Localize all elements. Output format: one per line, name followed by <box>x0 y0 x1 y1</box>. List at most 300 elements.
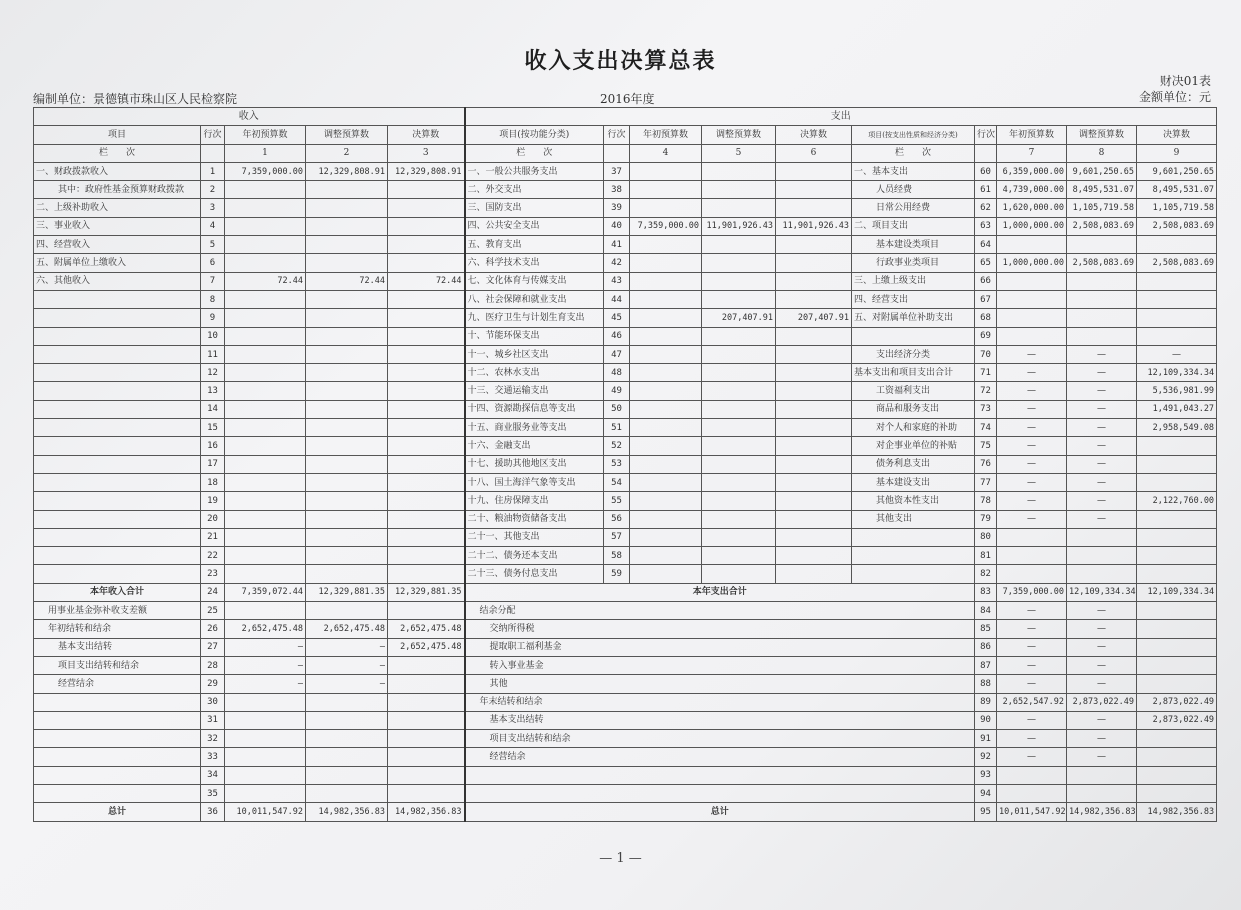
expense-summary-row-number: 84 <box>975 602 997 620</box>
expense-summary-label: 结余分配 <box>465 602 975 620</box>
report-title: 收入支出决算总表 <box>524 48 717 74</box>
income-row-number: 17 <box>201 455 225 473</box>
income-final <box>388 693 465 711</box>
expense-summary-budget-adjusted: 2,873,022.49 <box>1067 693 1137 711</box>
expense-summary-budget-adjusted: — <box>1067 675 1137 693</box>
function-final: 11,901,926.43 <box>776 217 852 235</box>
function-row-number: 39 <box>604 199 630 217</box>
econ-item-label <box>852 528 975 546</box>
income-budget-adjusted <box>306 345 388 363</box>
function-budget-adjusted <box>702 382 776 400</box>
income-row-number: 21 <box>201 528 225 546</box>
function-final <box>776 327 852 345</box>
econ-budget-adjusted: — <box>1067 364 1137 382</box>
table-row <box>34 492 1217 510</box>
function-budget-adjusted <box>702 290 776 308</box>
econ-budget-initial: — <box>997 473 1067 491</box>
table-row <box>34 803 1217 821</box>
expense-summary-row-number: 85 <box>975 620 997 638</box>
header-budget-initial: 年初预算数 <box>225 126 306 144</box>
expense-summary-final <box>1137 766 1217 784</box>
function-budget-initial <box>630 254 702 272</box>
income-item-label <box>34 455 201 473</box>
function-budget-initial <box>630 364 702 382</box>
econ-item-label <box>852 547 975 565</box>
function-final <box>776 236 852 254</box>
table-row <box>34 400 1217 418</box>
income-item-label: 三、事业收入 <box>34 217 201 235</box>
header-final: 决算数 <box>1137 126 1217 144</box>
econ-row-number: 76 <box>975 455 997 473</box>
econ-budget-adjusted: 8,495,531.07 <box>1067 181 1137 199</box>
econ-final <box>1137 455 1217 473</box>
expense-summary-budget-initial: 10,011,547.92 <box>997 803 1067 821</box>
function-budget-initial <box>630 492 702 510</box>
income-budget-adjusted <box>306 217 388 235</box>
income-budget-initial: 2,652,475.48 <box>225 620 306 638</box>
income-budget-adjusted <box>306 565 388 583</box>
table-row <box>34 602 1217 620</box>
income-item-label <box>34 327 201 345</box>
income-row-number: 32 <box>201 730 225 748</box>
function-row-number: 46 <box>604 327 630 345</box>
econ-budget-initial: — <box>997 364 1067 382</box>
income-budget-adjusted <box>306 693 388 711</box>
income-item-label: 经营结余 <box>34 675 201 693</box>
expense-summary-budget-initial: — <box>997 711 1067 729</box>
econ-budget-adjusted: — <box>1067 492 1137 510</box>
function-final: 207,407.91 <box>776 309 852 327</box>
income-final <box>388 382 465 400</box>
econ-budget-adjusted: — <box>1067 382 1137 400</box>
income-final <box>388 400 465 418</box>
income-item-label: 其中：政府性基金预算财政拨款 <box>34 181 201 199</box>
income-budget-initial <box>225 419 306 437</box>
income-row-number: 15 <box>201 419 225 437</box>
income-item-label <box>34 400 201 418</box>
income-item-label <box>34 492 201 510</box>
income-final <box>388 565 465 583</box>
econ-final: 5,536,981.99 <box>1137 382 1217 400</box>
expense-summary-row-number: 86 <box>975 638 997 656</box>
income-item-label <box>34 419 201 437</box>
function-budget-adjusted: 207,407.91 <box>702 309 776 327</box>
econ-budget-adjusted: — <box>1067 400 1137 418</box>
econ-row-number: 65 <box>975 254 997 272</box>
income-row-number: 26 <box>201 620 225 638</box>
income-budget-initial <box>225 181 306 199</box>
expense-summary-label: 年末结转和结余 <box>465 693 975 711</box>
function-item-label: 二十一、其他支出 <box>465 528 604 546</box>
income-row-number: 27 <box>201 638 225 656</box>
econ-budget-adjusted: — <box>1067 437 1137 455</box>
income-final <box>388 748 465 766</box>
income-final: 14,982,356.83 <box>388 803 465 821</box>
expense-summary-budget-initial: 2,652,547.92 <box>997 693 1067 711</box>
expense-summary-label <box>465 766 975 784</box>
econ-row-number: 70 <box>975 345 997 363</box>
econ-budget-adjusted: — <box>1067 419 1137 437</box>
expense-summary-final <box>1137 656 1217 674</box>
function-final <box>776 272 852 290</box>
table-row <box>34 638 1217 656</box>
expense-summary-budget-initial: — <box>997 675 1067 693</box>
econ-final: 8,495,531.07 <box>1137 181 1217 199</box>
income-row-number: 34 <box>201 766 225 784</box>
econ-budget-initial <box>997 236 1067 254</box>
econ-final: 9,601,250.65 <box>1137 162 1217 180</box>
expense-summary-label <box>465 784 975 802</box>
income-item-label <box>34 730 201 748</box>
function-row-number: 40 <box>604 217 630 235</box>
econ-item-label <box>852 327 975 345</box>
income-row-number: 36 <box>201 803 225 821</box>
function-final <box>776 492 852 510</box>
expense-summary-final <box>1137 730 1217 748</box>
income-final <box>388 181 465 199</box>
income-row-number: 10 <box>201 327 225 345</box>
income-item-label <box>34 345 201 363</box>
function-budget-adjusted <box>702 364 776 382</box>
table-row <box>34 693 1217 711</box>
function-budget-adjusted <box>702 419 776 437</box>
expense-summary-label: 总计 <box>465 803 975 821</box>
expense-summary-final <box>1137 784 1217 802</box>
econ-row-number: 64 <box>975 236 997 254</box>
income-budget-initial <box>225 492 306 510</box>
function-budget-initial <box>630 309 702 327</box>
function-row-number: 53 <box>604 455 630 473</box>
econ-budget-adjusted <box>1067 309 1137 327</box>
function-budget-adjusted: 11,901,926.43 <box>702 217 776 235</box>
income-budget-adjusted: 12,329,808.91 <box>306 162 388 180</box>
income-row-number: 33 <box>201 748 225 766</box>
expense-section-header: 支出 <box>465 108 1217 126</box>
expense-summary-budget-initial: — <box>997 730 1067 748</box>
econ-item-label: 日常公用经费 <box>852 199 975 217</box>
income-row-number: 4 <box>201 217 225 235</box>
econ-final <box>1137 290 1217 308</box>
function-row-number: 56 <box>604 510 630 528</box>
table-row <box>34 510 1217 528</box>
function-row-number: 44 <box>604 290 630 308</box>
econ-final <box>1137 327 1217 345</box>
income-item-label: 六、其他收入 <box>34 272 201 290</box>
expense-summary-row-number: 90 <box>975 711 997 729</box>
income-budget-adjusted <box>306 455 388 473</box>
income-final <box>388 547 465 565</box>
table-row <box>34 766 1217 784</box>
function-row-number: 41 <box>604 236 630 254</box>
section-header-row <box>34 108 1217 126</box>
econ-budget-adjusted: — <box>1067 510 1137 528</box>
function-item-label: 十八、国土海洋气象等支出 <box>465 473 604 491</box>
function-row-number: 51 <box>604 419 630 437</box>
expense-summary-budget-adjusted <box>1067 766 1137 784</box>
income-item-label: 二、上级补助收入 <box>34 199 201 217</box>
income-budget-adjusted <box>306 400 388 418</box>
econ-item-label: 人员经费 <box>852 181 975 199</box>
col-label: 栏 次 <box>465 144 604 162</box>
function-item-label: 二十三、债务付息支出 <box>465 565 604 583</box>
expense-summary-final <box>1137 602 1217 620</box>
econ-budget-initial: — <box>997 345 1067 363</box>
econ-item-label: 基本建设类项目 <box>852 236 975 254</box>
econ-budget-initial: 4,739,000.00 <box>997 181 1067 199</box>
income-final <box>388 528 465 546</box>
expense-summary-budget-initial: — <box>997 620 1067 638</box>
expense-summary-label: 本年支出合计 <box>465 583 975 601</box>
econ-final <box>1137 437 1217 455</box>
function-budget-initial <box>630 162 702 180</box>
econ-item-label: 二、项目支出 <box>852 217 975 235</box>
expense-summary-row-number: 89 <box>975 693 997 711</box>
income-budget-initial <box>225 199 306 217</box>
econ-item-label <box>852 565 975 583</box>
income-row-number: 29 <box>201 675 225 693</box>
income-row-number: 3 <box>201 199 225 217</box>
income-final <box>388 419 465 437</box>
income-final <box>388 602 465 620</box>
table-row <box>34 419 1217 437</box>
income-item-label: 总计 <box>34 803 201 821</box>
function-budget-adjusted <box>702 327 776 345</box>
function-row-number: 47 <box>604 345 630 363</box>
function-item-label: 二十二、债务还本支出 <box>465 547 604 565</box>
function-budget-initial <box>630 327 702 345</box>
function-row-number: 55 <box>604 492 630 510</box>
function-item-label: 十二、农林水支出 <box>465 364 604 382</box>
function-final <box>776 437 852 455</box>
expense-summary-budget-initial <box>997 766 1067 784</box>
income-section-header: 收入 <box>34 108 465 126</box>
econ-row-number: 74 <box>975 419 997 437</box>
income-item-label <box>34 565 201 583</box>
function-budget-initial <box>630 400 702 418</box>
econ-budget-adjusted: 1,105,719.58 <box>1067 199 1137 217</box>
econ-final <box>1137 473 1217 491</box>
income-budget-initial <box>225 400 306 418</box>
expense-summary-final: 2,873,022.49 <box>1137 693 1217 711</box>
function-row-number: 48 <box>604 364 630 382</box>
function-row-number: 50 <box>604 400 630 418</box>
econ-final <box>1137 565 1217 583</box>
expense-summary-final: 2,873,022.49 <box>1137 711 1217 729</box>
income-budget-adjusted <box>306 711 388 729</box>
header-budget-adjusted: 调整预算数 <box>702 126 776 144</box>
income-row-number: 7 <box>201 272 225 290</box>
function-budget-initial <box>630 437 702 455</box>
income-budget-initial <box>225 437 306 455</box>
econ-row-number: 72 <box>975 382 997 400</box>
function-row-number: 37 <box>604 162 630 180</box>
income-row-number: 2 <box>201 181 225 199</box>
income-budget-adjusted: — <box>306 675 388 693</box>
econ-budget-initial: 1,000,000.00 <box>997 254 1067 272</box>
income-budget-initial <box>225 528 306 546</box>
income-final <box>388 730 465 748</box>
income-budget-adjusted <box>306 547 388 565</box>
expense-summary-budget-initial: — <box>997 748 1067 766</box>
income-budget-adjusted <box>306 419 388 437</box>
econ-item-label: 基本支出和项目支出合计 <box>852 364 975 382</box>
expense-summary-final <box>1137 675 1217 693</box>
econ-budget-initial: 1,620,000.00 <box>997 199 1067 217</box>
income-budget-initial <box>225 327 306 345</box>
function-item-label: 十五、商业服务业等支出 <box>465 419 604 437</box>
econ-row-number: 80 <box>975 528 997 546</box>
table-row <box>34 327 1217 345</box>
econ-row-number: 66 <box>975 272 997 290</box>
income-budget-initial <box>225 510 306 528</box>
table-row <box>34 199 1217 217</box>
table-row <box>34 437 1217 455</box>
econ-item-label: 三、上缴上级支出 <box>852 272 975 290</box>
income-final: 72.44 <box>388 272 465 290</box>
income-budget-adjusted <box>306 730 388 748</box>
function-row-number: 59 <box>604 565 630 583</box>
econ-final <box>1137 309 1217 327</box>
function-final <box>776 419 852 437</box>
expense-summary-label: 转入事业基金 <box>465 656 975 674</box>
econ-budget-adjusted <box>1067 272 1137 290</box>
function-final <box>776 162 852 180</box>
income-row-number: 6 <box>201 254 225 272</box>
function-final <box>776 510 852 528</box>
function-item-label: 十一、城乡社区支出 <box>465 345 604 363</box>
income-budget-initial: 7,359,000.00 <box>225 162 306 180</box>
function-budget-initial <box>630 510 702 528</box>
header-budget-initial: 年初预算数 <box>997 126 1067 144</box>
function-budget-adjusted <box>702 400 776 418</box>
function-budget-initial <box>630 199 702 217</box>
income-row-number: 9 <box>201 309 225 327</box>
function-item-label: 五、教育支出 <box>465 236 604 254</box>
econ-item-label: 基本建设支出 <box>852 473 975 491</box>
income-final <box>388 236 465 254</box>
table-row <box>34 675 1217 693</box>
income-row-number: 14 <box>201 400 225 418</box>
income-final <box>388 364 465 382</box>
income-budget-adjusted <box>306 510 388 528</box>
organization-label: 编制单位：景德镇市珠山区人民检察院 <box>33 92 238 106</box>
header-row-no: 行次 <box>975 126 997 144</box>
income-budget-adjusted: 12,329,881.35 <box>306 583 388 601</box>
income-item-label <box>34 290 201 308</box>
function-item-label: 三、国防支出 <box>465 199 604 217</box>
income-final <box>388 784 465 802</box>
col-label: 栏 次 <box>852 144 975 162</box>
expense-summary-row-number: 92 <box>975 748 997 766</box>
income-budget-adjusted: 72.44 <box>306 272 388 290</box>
income-final <box>388 254 465 272</box>
income-budget-initial <box>225 455 306 473</box>
income-item-label <box>34 547 201 565</box>
function-budget-adjusted <box>702 437 776 455</box>
income-item-label: 年初结转和结余 <box>34 620 201 638</box>
unit-label: 金额单位：元 <box>1138 90 1211 104</box>
econ-final: 2,958,549.08 <box>1137 419 1217 437</box>
expense-summary-budget-adjusted: — <box>1067 656 1137 674</box>
function-item-label: 四、公共安全支出 <box>465 217 604 235</box>
econ-row-number: 78 <box>975 492 997 510</box>
col-number: 3 <box>388 144 465 162</box>
income-budget-adjusted <box>306 309 388 327</box>
income-budget-initial: — <box>225 675 306 693</box>
econ-row-number: 79 <box>975 510 997 528</box>
table-row <box>34 364 1217 382</box>
function-final <box>776 565 852 583</box>
income-budget-initial <box>225 784 306 802</box>
col-number: 8 <box>1067 144 1137 162</box>
income-budget-initial: 72.44 <box>225 272 306 290</box>
function-final <box>776 400 852 418</box>
econ-item-label: 支出经济分类 <box>852 345 975 363</box>
econ-budget-adjusted <box>1067 547 1137 565</box>
expense-summary-budget-initial: — <box>997 602 1067 620</box>
income-item-label: 四、经营收入 <box>34 236 201 254</box>
income-budget-initial <box>225 345 306 363</box>
econ-final: — <box>1137 345 1217 363</box>
econ-row-number: 60 <box>975 162 997 180</box>
econ-budget-initial <box>997 528 1067 546</box>
income-item-label <box>34 382 201 400</box>
income-row-number: 12 <box>201 364 225 382</box>
expense-summary-budget-adjusted: 12,109,334.34 <box>1067 583 1137 601</box>
income-item-label <box>34 437 201 455</box>
income-item-label: 五、附属单位上缴收入 <box>34 254 201 272</box>
function-budget-adjusted <box>702 254 776 272</box>
income-budget-initial <box>225 693 306 711</box>
income-row-number: 24 <box>201 583 225 601</box>
table-row <box>34 217 1217 235</box>
econ-budget-initial <box>997 327 1067 345</box>
header-row-no: 行次 <box>201 126 225 144</box>
function-row-number: 42 <box>604 254 630 272</box>
income-final: 12,329,808.91 <box>388 162 465 180</box>
function-budget-initial <box>630 236 702 254</box>
econ-row-number: 67 <box>975 290 997 308</box>
function-budget-initial <box>630 547 702 565</box>
econ-final <box>1137 272 1217 290</box>
income-budget-initial <box>225 382 306 400</box>
income-item-label <box>34 766 201 784</box>
function-final <box>776 345 852 363</box>
income-budget-adjusted <box>306 327 388 345</box>
expense-summary-row-number: 91 <box>975 730 997 748</box>
function-budget-initial <box>630 419 702 437</box>
income-row-number: 18 <box>201 473 225 491</box>
function-budget-adjusted <box>702 473 776 491</box>
income-budget-adjusted <box>306 199 388 217</box>
econ-budget-initial: 1,000,000.00 <box>997 217 1067 235</box>
function-budget-adjusted <box>702 345 776 363</box>
expense-summary-final <box>1137 620 1217 638</box>
expense-summary-row-number: 93 <box>975 766 997 784</box>
expense-summary-budget-adjusted <box>1067 784 1137 802</box>
econ-row-number: 81 <box>975 547 997 565</box>
table-row <box>34 748 1217 766</box>
header-final: 决算数 <box>388 126 465 144</box>
econ-row-number: 69 <box>975 327 997 345</box>
income-budget-initial <box>225 565 306 583</box>
income-budget-adjusted: — <box>306 638 388 656</box>
header-item-func: 项目(按功能分类) <box>465 126 604 144</box>
income-final <box>388 345 465 363</box>
header-budget-initial: 年初预算数 <box>630 126 702 144</box>
income-final <box>388 492 465 510</box>
expense-summary-final <box>1137 748 1217 766</box>
